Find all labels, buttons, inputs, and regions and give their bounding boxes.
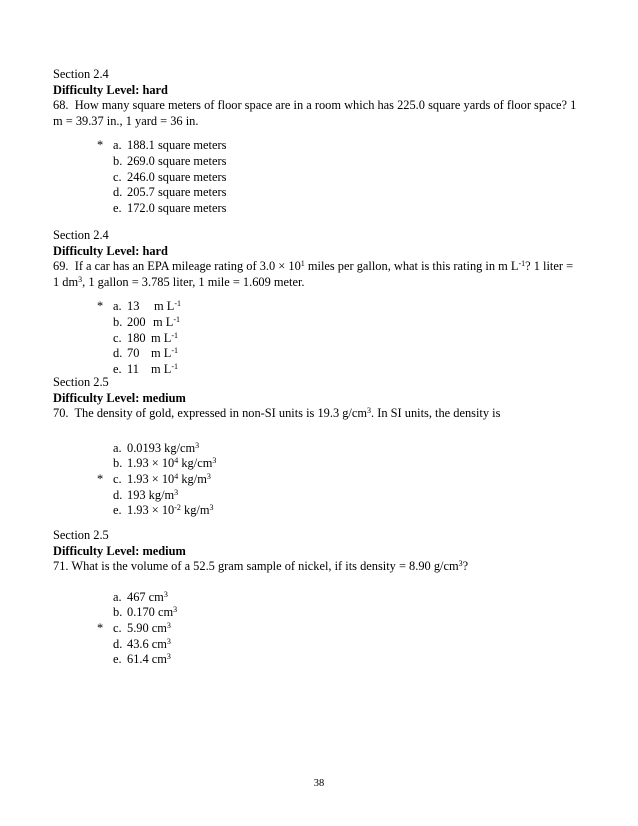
answer-choice <box>53 652 593 668</box>
answer-choices <box>53 299 593 377</box>
difficulty-label: Difficulty Level: medium <box>53 543 186 558</box>
choice-letter: b. <box>113 456 123 471</box>
answer-choice <box>53 503 593 519</box>
difficulty-label: Difficulty Level: hard <box>53 243 168 258</box>
difficulty-label: Difficulty Level: hard <box>53 82 168 97</box>
section-label: Section 2.4 <box>53 228 109 242</box>
choice-letter: b. <box>113 153 123 168</box>
answer-choice <box>53 621 593 637</box>
choice-letter: c. <box>113 330 122 345</box>
answer-choices <box>53 590 593 668</box>
answer-choice <box>53 201 593 217</box>
page-number: 38 <box>313 778 325 789</box>
choice-text: $1.93 \times 10^{-2}$ $kg/m^3$ <box>127 503 214 518</box>
question-text: 71. What is the volume of a 52.5 gram sample of nickel, if its density = 8.90 $g/cm^3$? <box>53 559 469 574</box>
question-text: 70. The density of gold, expressed in non-SI units is 19.3 $g/cm^3$. In SI units, the density is <box>53 406 501 421</box>
correct-answer-marker: * <box>97 471 104 486</box>
correct-answer-marker: * <box>97 299 104 314</box>
choice-letter: d. <box>113 346 123 361</box>
choice-text: 43.6 $cm^3$ <box>127 636 171 651</box>
choice-text: 5.90 $cm^3$ <box>127 620 171 635</box>
answer-choice <box>53 488 593 504</box>
choice-letter: c. <box>113 169 122 184</box>
section-label: Section 2.4 <box>53 67 109 81</box>
choice-letter: a. <box>113 440 122 455</box>
answer-choice <box>53 637 593 653</box>
answer-choice <box>53 185 593 201</box>
question-number: 70. <box>53 406 69 421</box>
answer-choice <box>53 331 593 347</box>
choice-letter: e. <box>113 361 122 376</box>
choice-text: 13 m $L^{-1}$ <box>127 299 181 314</box>
choice-letter: c. <box>113 620 122 635</box>
choice-text: 61.4 $cm^3$ <box>127 652 171 667</box>
choice-text: 200 m $L^{-1}$ <box>127 314 180 329</box>
choice-text: $1.93 \times 10^4$ $kg/cm^3$ <box>127 456 217 471</box>
choice-text: 0.170 $cm^3$ <box>127 605 178 620</box>
answer-choices <box>53 138 593 216</box>
question-number: 68. <box>53 98 69 113</box>
answer-choice <box>53 299 593 315</box>
choice-letter: d. <box>113 185 123 200</box>
answer-choice <box>53 138 593 154</box>
choice-text: 246.0 square meters <box>127 169 227 184</box>
question-text: 68. How many square meters of floor space are in a room which has 225.0 square yards of floor space? 1 m = 39.37 in., 1 yard = 36 in. <box>53 98 577 128</box>
choice-text: 205.7 square meters <box>127 185 227 200</box>
answer-choice <box>53 590 593 606</box>
question-68 <box>53 67 593 216</box>
choice-text: 180 m $L^{-1}$ <box>127 330 178 345</box>
question-text: 69. If a car has an EPA mileage rating of $3.0 \times 10^1$ miles per gallon, what is this rating in m $L^{-1}$? 1 liter = 1 $dm^3$, 1 gallon = 3.785 liter, 1 mile = 1.609 meter. <box>53 259 574 289</box>
choice-letter: e. <box>113 652 122 667</box>
answer-choice <box>53 315 593 331</box>
answer-choice <box>53 154 593 170</box>
answer-choice <box>53 472 593 488</box>
choice-letter: a. <box>113 138 122 153</box>
choice-text: 70 m $L^{-1}$ <box>127 346 178 361</box>
choice-letter: d. <box>113 636 123 651</box>
question-number: 69. <box>53 259 69 274</box>
choice-text: 193 $kg/m^3$ <box>127 487 179 502</box>
answer-choice <box>53 346 593 362</box>
choice-text: 11 m $L^{-1}$ <box>127 361 178 376</box>
question-70 <box>53 375 593 519</box>
question-number: 71. <box>53 559 69 574</box>
answer-choice <box>53 605 593 621</box>
answer-choices <box>53 441 593 519</box>
choice-letter: e. <box>113 200 122 215</box>
section-label: Section 2.5 <box>53 375 109 389</box>
choice-text: 467 $cm^3$ <box>127 589 168 604</box>
question-69 <box>53 228 593 377</box>
choice-letter: b. <box>113 605 123 620</box>
choice-letter: d. <box>113 487 123 502</box>
choice-text: 172.0 square meters <box>127 200 227 215</box>
answer-choice <box>53 170 593 186</box>
choice-letter: b. <box>113 314 123 329</box>
correct-answer-marker: * <box>97 138 104 153</box>
choice-letter: a. <box>113 299 122 314</box>
question-71 <box>53 528 593 668</box>
choice-letter: c. <box>113 471 122 486</box>
section-label: Section 2.5 <box>53 528 109 542</box>
correct-answer-marker: * <box>97 620 104 635</box>
choice-text: $1.93 \times 10^4$ $kg/m^3$ <box>127 471 211 486</box>
choice-letter: e. <box>113 503 122 518</box>
choice-text: 0.0193 $kg/cm^3$ <box>127 440 200 455</box>
answer-choice <box>53 456 593 472</box>
choice-text: 188.1 square meters <box>127 138 227 153</box>
choice-text: 269.0 square meters <box>127 153 227 168</box>
answer-choice <box>53 441 593 457</box>
choice-letter: a. <box>113 589 122 604</box>
difficulty-label: Difficulty Level: medium <box>53 390 186 405</box>
